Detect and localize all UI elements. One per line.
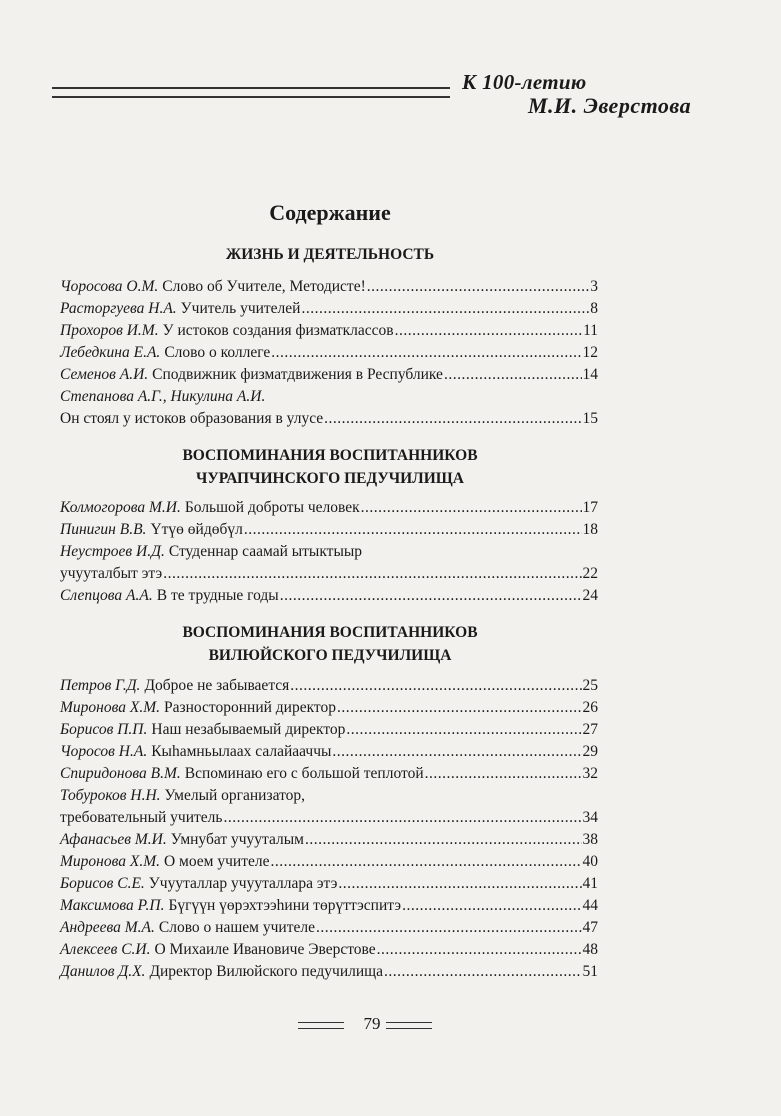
- entry-title: Сподвижник физматдвижения в Республике: [152, 366, 443, 383]
- entry-page-number: 12: [582, 344, 598, 361]
- entry-author: Расторгуева Н.А.: [60, 300, 177, 317]
- entry-page-number: 8: [590, 300, 598, 317]
- toc-entry[interactable]: [60, 763, 598, 785]
- toc-entry[interactable]: [60, 364, 598, 386]
- toc-entry[interactable]: [60, 519, 598, 541]
- entry-title: Слово о нашем учителе: [158, 919, 315, 936]
- dot-leader: [223, 807, 581, 829]
- dot-leader: [361, 497, 582, 519]
- dot-leader: [377, 939, 582, 961]
- toc-entry[interactable]: [60, 851, 598, 873]
- footer-rule-left: [298, 1022, 344, 1029]
- dot-leader: [271, 342, 581, 364]
- toc-entry[interactable]: [60, 785, 598, 807]
- entry-page-number: 29: [582, 743, 598, 760]
- toc-entry[interactable]: [60, 697, 598, 719]
- section-heading-life: [0, 243, 660, 266]
- entry-title: Учууталлар учууталлара этэ: [148, 875, 338, 892]
- toc-entry[interactable]: [60, 741, 598, 763]
- entry-title: Доброе не забывается: [144, 677, 290, 694]
- toc-entry-continuation[interactable]: [60, 408, 598, 430]
- entry-page-number: 17: [582, 499, 598, 516]
- entry-author: Тобуроков Н.Н.: [60, 787, 161, 804]
- entry-page-number: 15: [582, 410, 598, 427]
- toc-entry[interactable]: [60, 386, 598, 408]
- entry-author: Максимова Р.П.: [60, 897, 165, 914]
- toc-entry[interactable]: [60, 719, 598, 741]
- entry-author: Неустроев И.Д.: [60, 543, 165, 560]
- dot-leader: [280, 585, 582, 607]
- page-footer: [0, 1014, 781, 1038]
- entry-page-number: 38: [582, 831, 598, 848]
- entry-author: Борисов С.Е.: [60, 875, 145, 892]
- entry-title-continuation: требовательный учитель: [60, 809, 223, 826]
- dot-leader: [425, 763, 582, 785]
- entry-title: Умелый организатор,: [164, 787, 306, 804]
- toc-entry[interactable]: [60, 895, 598, 917]
- section-heading-line: ВОСПОМИНАНИЯ ВОСПИТАННИКОВ: [182, 624, 478, 641]
- entry-page-number: 34: [582, 809, 598, 826]
- entry-page-number: 26: [582, 699, 598, 716]
- toc-entry[interactable]: [60, 585, 598, 607]
- entry-page-number: 3: [590, 278, 598, 295]
- entry-title: Разносторонний директор: [163, 699, 336, 716]
- entry-title: Умнубат учууталым: [170, 831, 304, 848]
- entry-title: О моем учителе: [163, 853, 270, 870]
- entry-page-number: 48: [582, 941, 598, 958]
- entry-title-continuation: учууталбыт этэ: [60, 565, 163, 582]
- entry-author: Семенов А.И.: [60, 366, 149, 383]
- entry-author: Прохоров И.М.: [60, 322, 159, 339]
- toc-list-churapcha: [60, 497, 598, 607]
- toc-entry[interactable]: [60, 961, 598, 983]
- footer-rule-right: [386, 1022, 432, 1029]
- toc-entry[interactable]: [60, 873, 598, 895]
- entry-author: Чоросов Н.А.: [60, 743, 148, 760]
- entry-page-number: 11: [583, 322, 598, 339]
- entry-title: Учитель учителей: [180, 300, 301, 317]
- toc-list-vilyuysk: [60, 675, 598, 983]
- entry-title: Слово о коллеге: [164, 344, 271, 361]
- header-anniversary-line: К 100-летию: [462, 70, 587, 94]
- entry-author: Борисов П.П.: [60, 721, 148, 738]
- entry-author: Алексеев С.И.: [60, 941, 151, 958]
- toc-entry[interactable]: [60, 298, 598, 320]
- dot-leader: [367, 276, 590, 298]
- entry-page-number: 40: [582, 853, 598, 870]
- toc-entry[interactable]: [60, 675, 598, 697]
- entry-author: Колмогорова М.И.: [60, 499, 181, 516]
- entry-author: Андреева М.А.: [60, 919, 155, 936]
- entry-title: В те трудные годы: [156, 587, 279, 604]
- toc-entry[interactable]: [60, 342, 598, 364]
- entry-title-continuation: Он стоял у истоков образования в улусе: [60, 410, 324, 427]
- entry-title: Большой доброты человек: [184, 499, 360, 516]
- entry-page-number: 41: [582, 875, 598, 892]
- dot-leader: [332, 741, 581, 763]
- entry-page-number: 18: [582, 521, 598, 538]
- dot-leader: [324, 408, 581, 430]
- entry-page-number: 44: [582, 897, 598, 914]
- toc-entry[interactable]: [60, 276, 598, 298]
- entry-title: Наш незабываемый директор: [151, 721, 346, 738]
- entry-title: Слово об Учителе, Методисте!: [162, 278, 366, 295]
- entry-page-number: 25: [582, 677, 598, 694]
- toc-entry[interactable]: [60, 829, 598, 851]
- section-heading-line: ВИЛЮЙСКОГО ПЕДУЧИЛИЩА: [208, 647, 452, 664]
- entry-title: Кыһамньылаах салайааччы: [151, 743, 332, 760]
- dot-leader: [402, 895, 581, 917]
- entry-title: У истоков создания физматклассов: [162, 322, 394, 339]
- dot-leader: [290, 675, 581, 697]
- entry-page-number: 14: [582, 366, 598, 383]
- entry-author: Степанова А.Г., Никулина А.И.: [60, 388, 266, 405]
- section-heading-line: ЧУРАПЧИНСКОГО ПЕДУЧИЛИЩА: [196, 470, 464, 487]
- entry-page-number: 32: [582, 765, 598, 782]
- entry-author: Спиридонова В.М.: [60, 765, 181, 782]
- toc-entry-continuation[interactable]: [60, 807, 598, 829]
- dot-leader: [244, 519, 582, 541]
- dot-leader: [384, 961, 582, 983]
- section-heading-line: ЖИЗНЬ И ДЕЯТЕЛЬНОСТЬ: [225, 246, 435, 263]
- entry-page-number: 51: [582, 963, 598, 980]
- entry-page-number: 47: [582, 919, 598, 936]
- dot-leader: [270, 851, 581, 873]
- dot-leader: [337, 697, 582, 719]
- dot-leader: [395, 320, 582, 342]
- entry-title: Бүгүүн үөрэхтээһини төрүттэспитэ: [168, 897, 402, 914]
- entry-author: Данилов Д.Х.: [60, 963, 146, 980]
- dot-leader: [163, 563, 581, 585]
- page-title: Содержание: [269, 200, 391, 225]
- header-name-line: М.И. Эверстова: [528, 93, 692, 118]
- header-double-rule: [52, 87, 450, 98]
- entry-page-number: 27: [582, 721, 598, 738]
- entry-author: Афанасьев М.И.: [60, 831, 167, 848]
- section-heading-line: ВОСПОМИНАНИЯ ВОСПИТАННИКОВ: [182, 447, 478, 464]
- entry-title: Үтүө өйдөбүл: [150, 521, 243, 538]
- entry-author: Миронова Х.М.: [60, 699, 160, 716]
- entry-author: Слепцова А.А.: [60, 587, 153, 604]
- entry-author: Пинигин В.В.: [60, 521, 147, 538]
- dot-leader: [316, 917, 582, 939]
- entry-page-number: 22: [582, 565, 598, 582]
- section-heading-churapcha: [0, 444, 660, 490]
- dot-leader: [338, 873, 581, 895]
- entry-author: Миронова Х.М.: [60, 853, 160, 870]
- entry-author: Лебедкина Е.А.: [60, 344, 161, 361]
- entry-page-number: 24: [582, 587, 598, 604]
- toc-entry-continuation[interactable]: [60, 563, 598, 585]
- page-number: 79: [363, 1014, 381, 1033]
- dot-leader: [301, 298, 589, 320]
- toc-list-life: [60, 276, 598, 430]
- entry-author: Чоросова О.М.: [60, 278, 159, 295]
- entry-title: Студеннар саамай ытыктыыр: [168, 543, 363, 560]
- entry-author: Петров Г.Д.: [60, 677, 141, 694]
- dot-leader: [444, 364, 582, 386]
- toc-entry[interactable]: [60, 917, 598, 939]
- entry-title: Вспоминаю его с большой теплотой: [184, 765, 424, 782]
- toc-entry[interactable]: [60, 320, 598, 342]
- toc-entry[interactable]: [60, 497, 598, 519]
- dot-leader: [305, 829, 582, 851]
- toc-entry[interactable]: [60, 939, 598, 961]
- entry-title: Директор Вилюйского педучилища: [149, 963, 383, 980]
- toc-entry[interactable]: [60, 541, 598, 563]
- section-heading-vilyuysk: [0, 621, 660, 667]
- entry-title: О Михаиле Ивановиче Эверстове: [154, 941, 376, 958]
- dot-leader: [346, 719, 581, 741]
